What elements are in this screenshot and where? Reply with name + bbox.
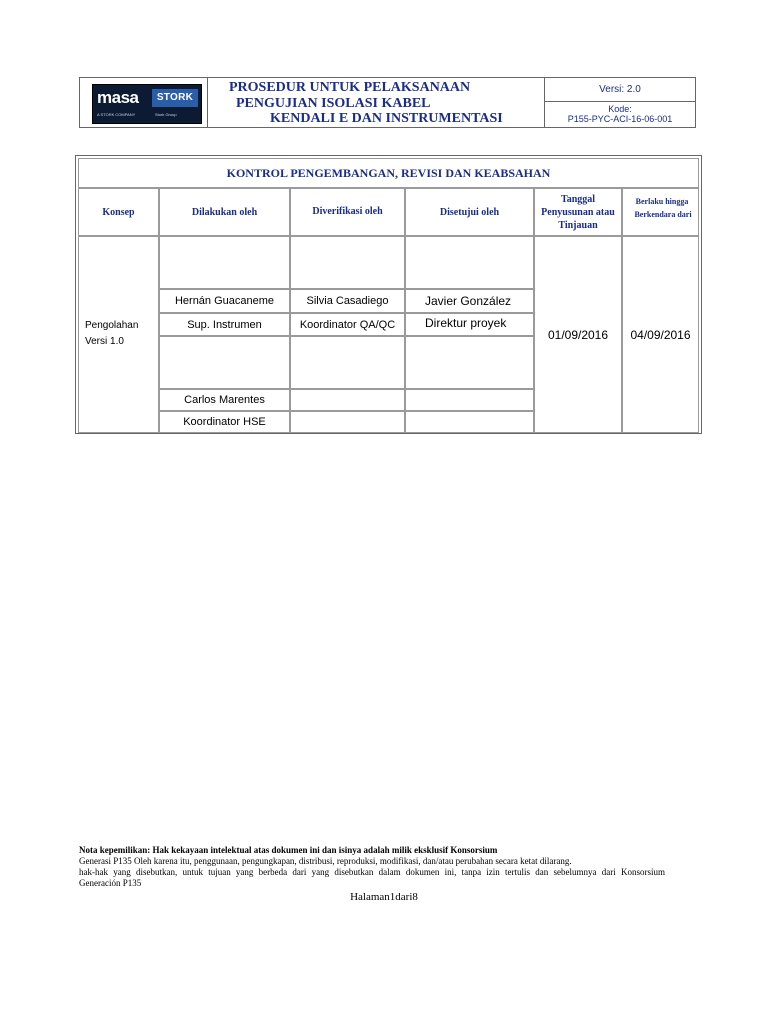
column-header-dilakukan: Dilakukan oleh	[159, 188, 290, 236]
ownership-note-line-2: Generasi P135 Oleh karena itu, penggunaan, pengungkapan, distribusi, reproduksi, modifikasi, dan/atau perubahan secara ketat dilarang.	[79, 856, 572, 866]
logo-masa-subtext: A STORK COMPANY	[97, 112, 136, 117]
ownership-note-line-3: hak-hak yang disebutkan, untuk tujuan yang berbeda dari yang disebutkan dalam dokumen ini, tanpa izin tertulis dan sebelumnya dari Konsorsium	[79, 867, 665, 877]
title-line-1: PROSEDUR UNTUK PELAKSANAAN	[229, 80, 471, 95]
code-value: P155-PYC-ACI-16-06-001	[567, 114, 673, 124]
column-header-diverifikasi-cell	[290, 188, 405, 236]
signature-box-done-2	[159, 336, 290, 389]
approved-name-cell-1	[405, 289, 534, 313]
column-header-disetujui: Disetujui oleh	[405, 188, 534, 236]
approved-name-2	[405, 389, 534, 411]
approved-name-1: Javier González	[425, 294, 512, 308]
verified-name-2	[290, 389, 405, 411]
signature-box-verified-1	[290, 236, 405, 289]
company-logo	[92, 84, 202, 124]
berlaku-line-1: Berlaku hingga	[635, 197, 689, 206]
tanggal-line-1: Tanggal	[560, 194, 596, 205]
column-header-diverifikasi: Diverifikasi oleh	[312, 206, 383, 217]
ownership-note-line-4: Generación P135	[79, 878, 142, 888]
logo-cell	[80, 78, 208, 127]
done-by-name-1: Hernán Guacaneme	[159, 289, 290, 313]
tanggal-line-3: Tinjauan	[558, 220, 598, 231]
document-meta	[545, 78, 695, 127]
code-label: Kode:	[608, 104, 632, 114]
signature-box-approved-1	[405, 236, 534, 289]
approved-role-2	[405, 411, 534, 433]
control-table	[75, 155, 702, 434]
column-header-konsep: Konsep	[78, 188, 159, 236]
verified-name-1: Silvia Casadiego	[290, 289, 405, 313]
tanggal-line-2: Penyusunan atau	[541, 207, 615, 218]
signature-box-done-1	[159, 236, 290, 289]
done-by-name-2: Carlos Marentes	[159, 389, 290, 411]
done-by-role-1: Sup. Instrumen	[159, 313, 290, 336]
column-header-berlaku	[622, 188, 699, 236]
version-label: Versi: 2.0	[545, 78, 695, 102]
signature-box-verified-2	[290, 336, 405, 389]
title-line-3: KENDALI E DAN INSTRUMENTASI	[270, 111, 503, 126]
control-table-title: KONTROL PENGEMBANGAN, REVISI DAN KEABSAHAN	[78, 158, 699, 188]
signature-box-approved-2	[405, 336, 534, 389]
konsep-cell	[78, 236, 159, 433]
valid-from-date: 04/09/2016	[622, 236, 699, 433]
date-prepared: 01/09/2016	[534, 236, 622, 433]
ownership-note-heading: Nota kepemilikan: Hak kekayaan intelektual atas dokumen ini dan isinya adalah milik eksklusif Konsorsium	[79, 845, 498, 855]
approved-role-1: Direktur proyek	[425, 316, 507, 330]
konsep-line-1: Pengolahan	[85, 320, 139, 331]
logo-masa-text: masa	[97, 88, 139, 107]
document-title	[208, 78, 545, 127]
column-header-tanggal	[534, 188, 622, 236]
approved-role-cell-1	[405, 313, 534, 336]
logo-stork-subtext: Stork Group	[155, 112, 177, 117]
title-line-2: PENGUJIAN ISOLASI KABEL	[236, 96, 431, 111]
verified-role-1: Koordinator QA/QC	[290, 313, 405, 336]
verified-role-2	[290, 411, 405, 433]
berlaku-line-2: Berkendara dari	[634, 210, 692, 219]
document-header	[79, 77, 696, 128]
done-by-role-2: Koordinator HSE	[159, 411, 290, 433]
konsep-line-2: Versi 1.0	[85, 336, 124, 347]
logo-stork-text: STORK	[152, 89, 198, 107]
page-number: Halaman1dari8	[350, 891, 418, 903]
